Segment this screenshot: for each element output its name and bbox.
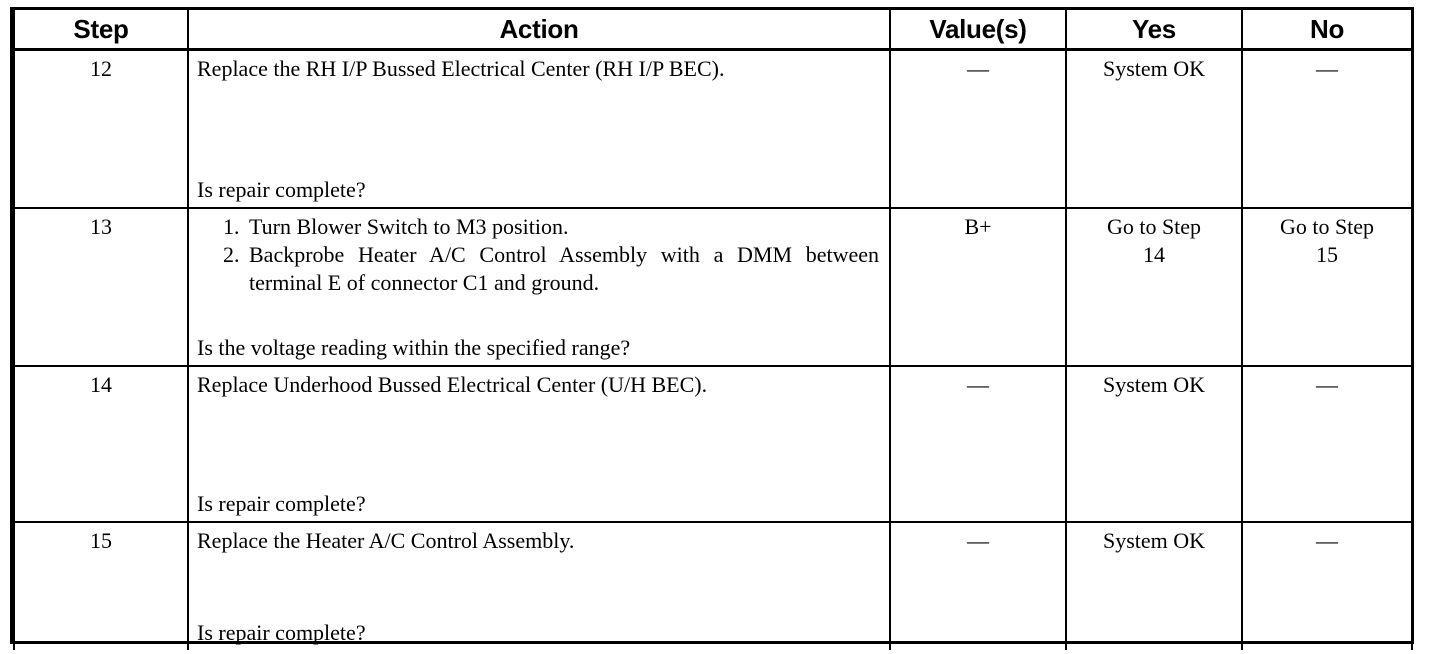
yes-cell: System OK [1066,522,1242,650]
no-goto-label: Go to Step [1279,214,1375,239]
no-cell: — [1242,366,1412,522]
step-number: 13 [14,208,188,366]
table-row-step-12 [14,50,1412,209]
value-cell: — [890,50,1066,209]
action-question: Is repair complete? [197,177,366,202]
action-step-item [223,213,879,241]
table-header [14,10,1412,50]
yes-goto-label: Go to Step [1106,214,1202,239]
table-row-step-15 [14,522,1412,650]
yes-cell: System OK [1066,50,1242,209]
header-yes: Yes [1066,10,1242,50]
value-cell: — [890,522,1066,650]
header-row [14,10,1412,50]
no-cell: — [1242,50,1412,209]
action-cell [188,366,890,522]
action-cell [188,522,890,650]
action-question: Is repair complete? [197,491,366,516]
yes-cell: System OK [1066,366,1242,522]
action-text: Replace the Heater A/C Control Assembly. [197,528,575,553]
diagnostic-table [13,10,1413,650]
step-number: 15 [14,522,188,650]
action-step-number: 2. [223,242,240,267]
action-step-text: Backprobe Heater A/C Control Assembly with a DMM between terminal E of connector C1 and ground. [249,242,879,295]
yes-cell [1066,208,1242,366]
action-question: Is the voltage reading within the specified range? [197,335,631,360]
action-step-number: 1. [223,214,240,239]
no-cell: — [1242,522,1412,650]
header-no: No [1242,10,1412,50]
table-row-step-14 [14,366,1412,522]
step-number: 14 [14,366,188,522]
yes-goto-step: 14 [1143,242,1165,267]
header-values: Value(s) [890,10,1066,50]
action-step-item [223,241,879,297]
action-steps-list [197,213,879,297]
action-step-text: Turn Blower Switch to M3 position. [249,214,569,239]
table-row-step-13 [14,208,1412,366]
action-cell [188,50,890,209]
step-number: 12 [14,50,188,209]
action-cell [188,208,890,366]
table-body [14,50,1412,651]
action-text: Replace Underhood Bussed Electrical Center (U/H BEC). [197,372,708,397]
header-step: Step [14,10,188,50]
no-goto-step: 15 [1316,242,1338,267]
action-text: Replace the RH I/P Bussed Electrical Center (RH I/P BEC). [197,56,725,81]
header-action: Action [188,10,890,50]
value-cell: — [890,366,1066,522]
value-cell: B+ [890,208,1066,366]
no-cell [1242,208,1412,366]
action-question: Is repair complete? [197,620,366,645]
action-steps-wrapper [197,213,879,297]
diagnostic-table-frame [10,7,1414,644]
